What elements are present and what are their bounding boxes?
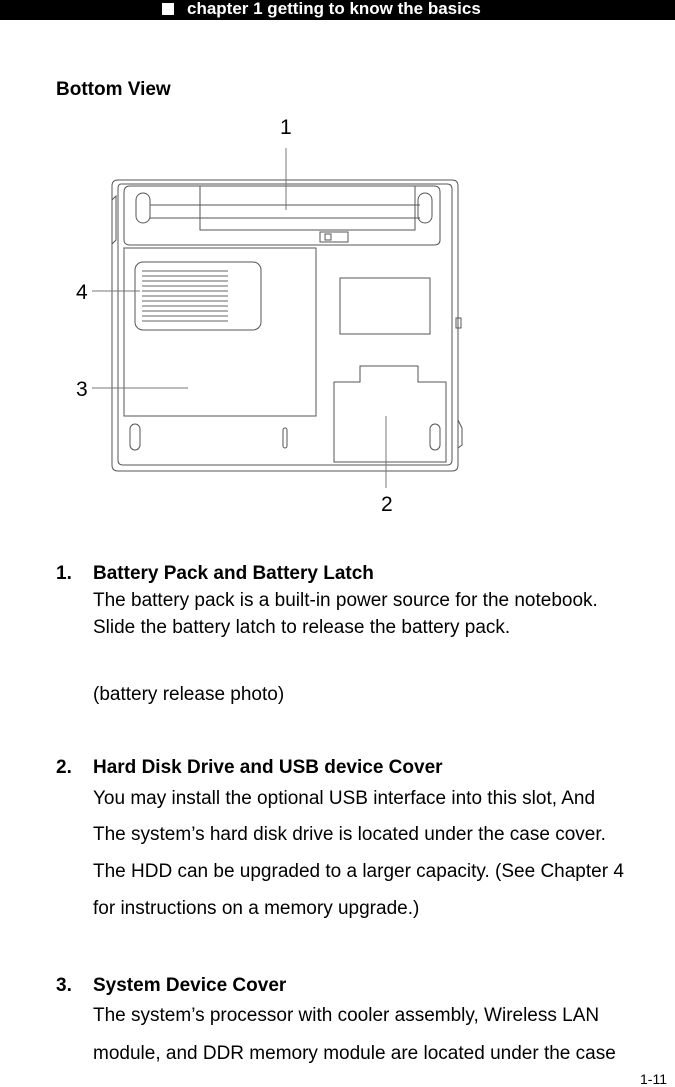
item-text-line: The system’s processor with cooler assembly, Wireless LAN: [93, 1005, 600, 1026]
item-text-line: You may install the optional USB interface into this slot, And: [93, 788, 596, 809]
item-text-line: module, and DDR memory module are located under the case: [93, 1043, 616, 1064]
callout-4: 4: [76, 281, 88, 304]
section-title: Bottom View: [56, 79, 171, 100]
item-text-line: The battery pack is a built-in power source for the notebook.: [93, 590, 598, 611]
item-text-line: The system’s hard disk drive is located under the case cover.: [93, 824, 606, 845]
item-text-line: Slide the battery latch to release the battery pack.: [93, 617, 511, 638]
callout-3: 3: [76, 378, 88, 401]
item-number: 2.: [56, 757, 72, 778]
item-text-line: for instructions on a memory upgrade.): [93, 898, 420, 919]
item-heading: Hard Disk Drive and USB device Cover: [93, 757, 443, 778]
callout-2: 2: [381, 493, 393, 516]
photo-placeholder-note: (battery release photo): [93, 684, 285, 705]
item-number: 1.: [56, 563, 72, 584]
callout-1: 1: [280, 116, 292, 139]
page-number: 1-11: [640, 1071, 667, 1087]
item-number: 3.: [56, 975, 72, 996]
item-heading: System Device Cover: [93, 975, 287, 996]
chapter-header-bar: [0, 0, 675, 20]
notebook-bottom-drawing: [0, 110, 675, 530]
square-bullet-icon: [162, 3, 174, 15]
item-text-line: The HDD can be upgraded to a larger capacity. (See Chapter 4: [93, 861, 624, 882]
bottom-view-diagram: [0, 110, 675, 530]
chapter-title: chapter 1 getting to know the basics: [187, 0, 481, 18]
item-heading: Battery Pack and Battery Latch: [93, 563, 374, 584]
